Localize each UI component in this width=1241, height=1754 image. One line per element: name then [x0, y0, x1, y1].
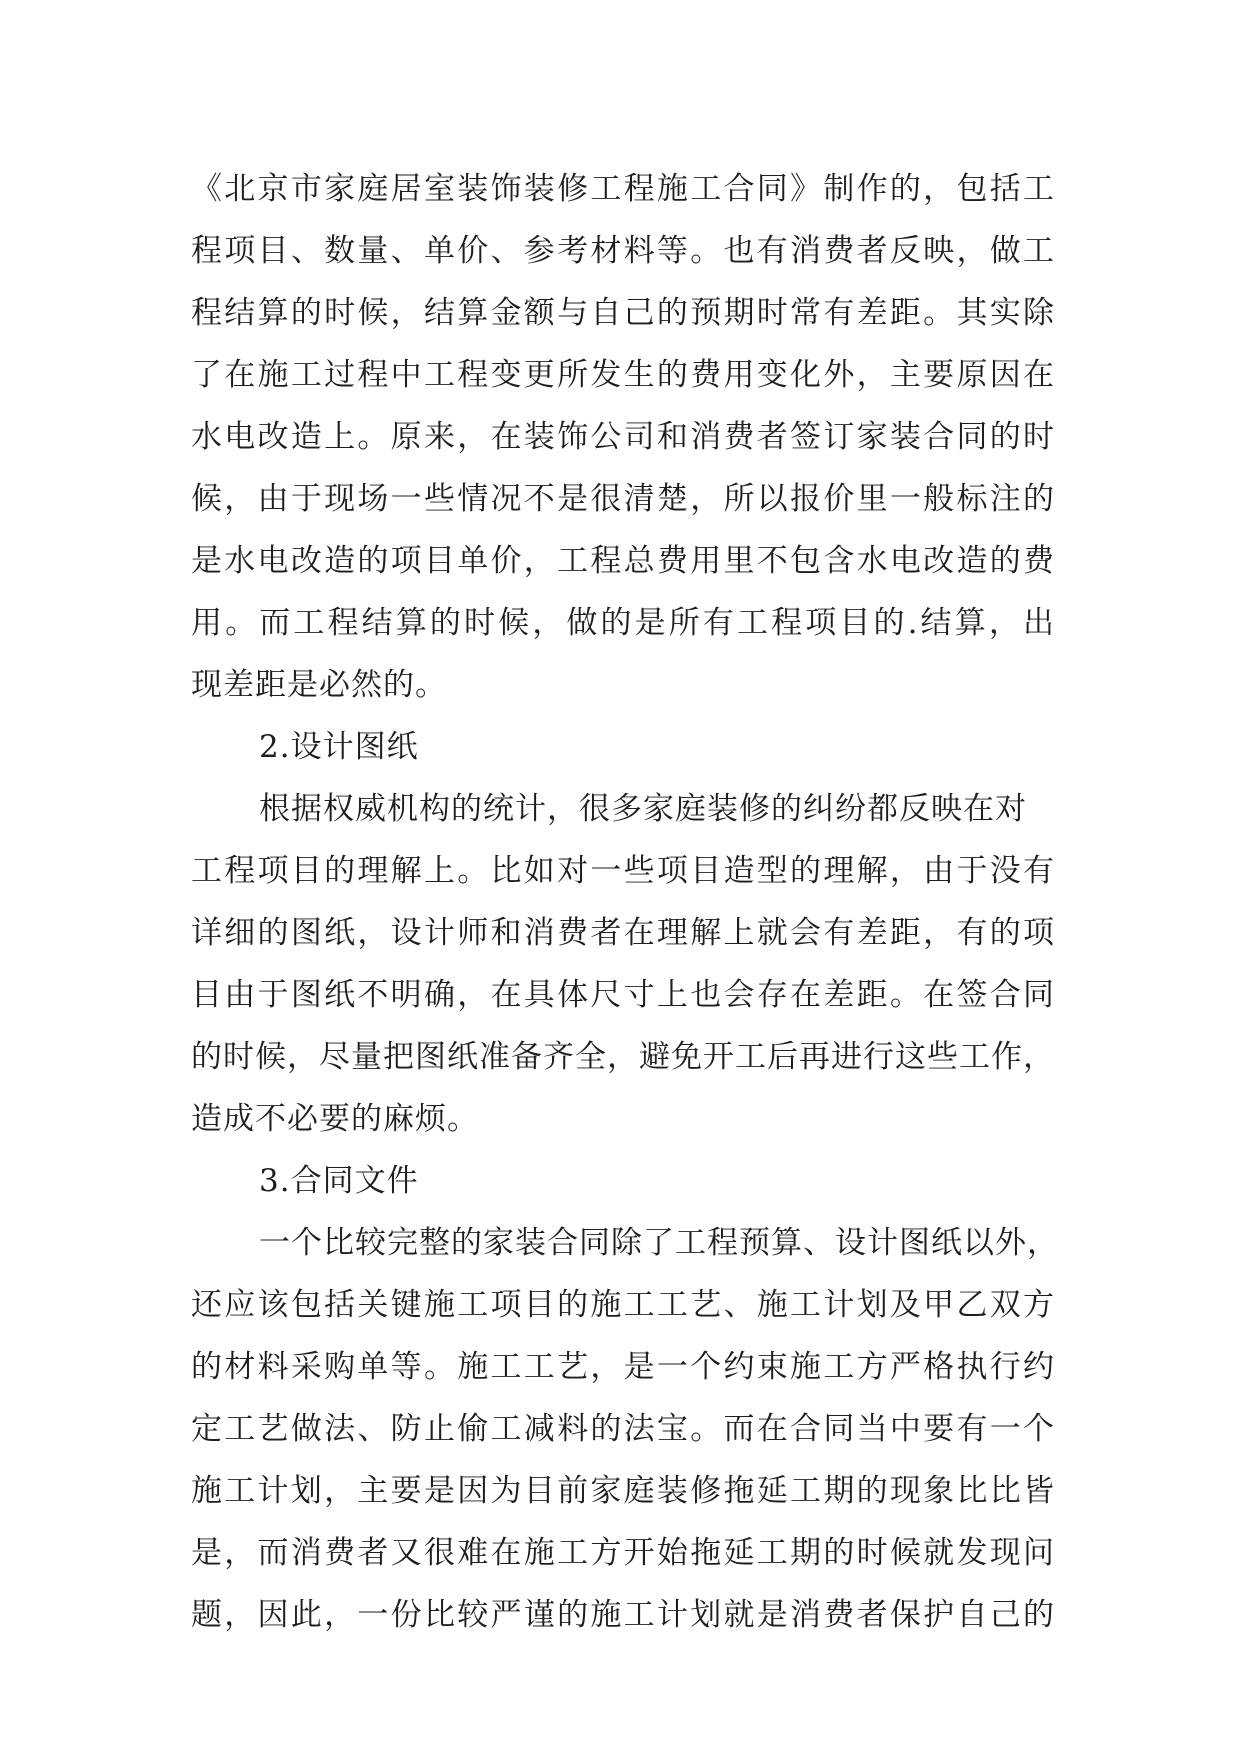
text-line: 施工计划，主要是因为目前家庭装修拖延工期的现象比比皆: [191, 1473, 1055, 1509]
text-line: 水电改造上。原来，在装饰公司和消费者签订家装合同的时: [191, 419, 1055, 455]
text-line: 是，而消费者又很难在施工方开始拖延工期的时候就发现问: [191, 1535, 1055, 1571]
text-line: 题，因此，一份比较严谨的施工计划就是消费者保护自己的: [191, 1597, 1055, 1633]
paragraph-3: [191, 1212, 1059, 1646]
text-line: 的时候，尽量把图纸准备齐全，避免开工后再进行这些工作，: [191, 1039, 1055, 1075]
text-line: 定工艺做法、防止偷工减料的法宝。而在合同当中要有一个: [191, 1411, 1055, 1447]
text-line: 根据权威机构的统计，很多家庭装修的纠纷都反映在对: [259, 791, 1027, 827]
text-line: 目由于图纸不明确，在具体尺寸上也会存在差距。在签合同: [191, 977, 1055, 1013]
text-line: 用。而工程结算的时候，做的是所有工程项目的.结算，出: [191, 605, 1055, 641]
text-line: 还应该包括关键施工项目的施工工艺、施工计划及甲乙双方: [191, 1287, 1055, 1323]
text-line: 程结算的时候，结算金额与自己的预期时常有差距。其实除: [191, 295, 1055, 331]
text-line: 一个比较完整的家装合同除了工程预算、设计图纸以外，: [259, 1225, 1059, 1261]
text-line: 现差距是必然的。: [191, 667, 447, 703]
text-line: 候，由于现场一些情况不是很清楚，所以报价里一般标注的: [191, 481, 1055, 517]
paragraph-1: [191, 158, 1055, 716]
section-heading-contract-documents: 3.合同文件: [259, 1163, 419, 1199]
paragraph-2: [191, 778, 1055, 1150]
text-line: 程项目、数量、单价、参考材料等。也有消费者反映，做工: [191, 233, 1055, 269]
text-line: 工程项目的理解上。比如对一些项目造型的理解，由于没有: [191, 853, 1055, 889]
section-heading-design-drawings: 2.设计图纸: [259, 729, 419, 765]
text-line: 了在施工过程中工程变更所发生的费用变化外，主要原因在: [191, 357, 1055, 393]
text-line: 《北京市家庭居室装饰装修工程施工合同》制作的，包括工: [191, 171, 1055, 207]
text-line: 详细的图纸，设计师和消费者在理解上就会有差距，有的项: [191, 915, 1055, 951]
document-page: [191, 158, 1059, 1646]
text-line: 的材料采购单等。施工工艺，是一个约束施工方严格执行约: [191, 1349, 1055, 1385]
text-line: 是水电改造的项目单价，工程总费用里不包含水电改造的费: [191, 543, 1055, 579]
text-line: 造成不必要的麻烦。: [191, 1101, 479, 1137]
